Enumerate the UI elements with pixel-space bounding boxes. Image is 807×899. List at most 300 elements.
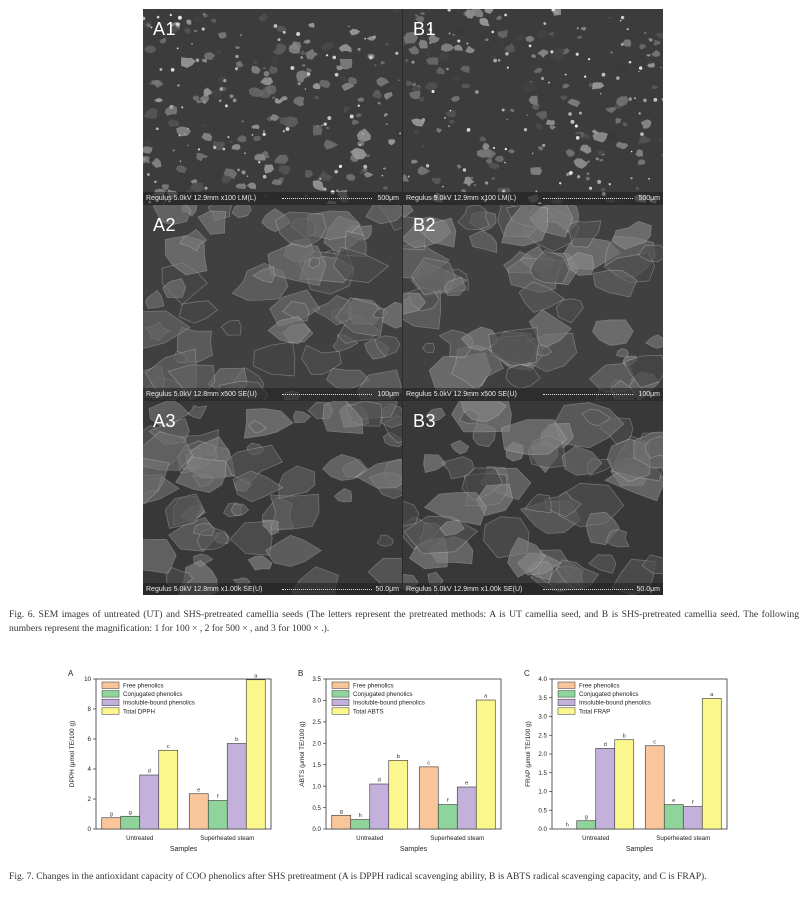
x-axis-label: Samples	[625, 846, 654, 853]
particle-speck	[408, 176, 410, 178]
legend-label: Free phenolics	[353, 682, 394, 690]
legend-label: Insoluble-bound phenolics	[579, 699, 651, 707]
sem-texture	[143, 9, 402, 204]
particle-speck	[491, 31, 494, 34]
particle-speck	[198, 148, 200, 150]
legend-swatch	[102, 691, 119, 698]
particle-speck	[202, 28, 205, 31]
x-axis-label: Samples	[169, 846, 198, 853]
particle-speck	[493, 147, 495, 149]
sem-scale: 500μm	[638, 195, 660, 202]
significance-letter: e	[197, 787, 201, 794]
legend-swatch	[102, 682, 119, 689]
sem-label: A3	[153, 411, 177, 431]
particle-speck	[449, 33, 451, 35]
y-tick-label: 1.0	[312, 783, 321, 791]
y-tick-label: 10	[84, 676, 91, 684]
y-tick-label: 8	[87, 706, 91, 714]
panel-letter: C	[524, 669, 530, 678]
particle-speck	[358, 105, 360, 107]
particle-speck	[629, 61, 632, 64]
particle-speck	[442, 186, 443, 187]
particle-speck	[358, 48, 361, 51]
y-tick-label: 0.5	[538, 807, 547, 815]
particle-speck	[506, 118, 508, 120]
particle-speck	[359, 144, 361, 146]
particle-speck	[660, 67, 661, 68]
sem-scale: 500μm	[377, 195, 399, 202]
particle-speck	[575, 124, 578, 127]
chart-frap	[522, 665, 737, 865]
particle-speck	[429, 42, 431, 44]
legend-label: Insoluble-bound phenolics	[123, 699, 195, 707]
particle-speck	[233, 98, 237, 102]
particle-speck	[170, 14, 172, 16]
particle-speck	[225, 104, 228, 107]
particle-speck	[532, 153, 534, 155]
particle-speck	[258, 161, 260, 163]
sem-info: Regulus 5.0kV 12.8mm x500 SE(U)	[146, 391, 257, 398]
significance-letter: e	[465, 780, 469, 787]
x-axis-label: Samples	[399, 846, 428, 853]
legend-label: Total FRAP	[579, 708, 611, 716]
particle-speck	[384, 115, 386, 117]
bar	[596, 748, 615, 829]
particle-speck	[543, 22, 546, 25]
bar	[351, 820, 370, 829]
sem-info: Regulus 5.0kV 12.9mm x1.00k SE(U)	[406, 586, 523, 593]
significance-letter: a	[254, 673, 258, 680]
particle-speck	[638, 71, 639, 72]
particle-speck	[620, 20, 622, 22]
significance-letter: h	[565, 822, 569, 829]
particle-speck	[147, 173, 150, 176]
particle-speck	[577, 27, 579, 29]
particle-speck	[588, 58, 590, 60]
particle-speck	[589, 187, 592, 190]
bar	[615, 740, 634, 829]
significance-letter: d	[603, 741, 607, 748]
particle-speck	[639, 112, 641, 114]
bar	[645, 746, 664, 829]
particle-speck	[565, 74, 567, 76]
particle-speck	[242, 170, 246, 174]
legend-label: Total DPPH	[123, 708, 155, 716]
panel-letter: A	[68, 669, 74, 678]
bar	[189, 794, 208, 829]
significance-letter: c	[427, 760, 431, 767]
particle-speck	[336, 190, 338, 192]
bar	[227, 744, 246, 830]
bar	[457, 787, 476, 829]
sem-texture	[143, 205, 402, 400]
particle-speck	[180, 161, 181, 162]
sem-scale: 100μm	[638, 391, 660, 398]
legend-swatch	[332, 682, 349, 689]
particle-speck	[213, 146, 216, 149]
legend-label: Conjugated phenolics	[353, 691, 413, 699]
particle-speck	[535, 190, 537, 192]
bar	[577, 821, 596, 829]
particle-speck	[602, 73, 606, 77]
significance-letter: g	[584, 814, 588, 821]
particle-speck	[448, 125, 450, 127]
particle-speck	[579, 112, 582, 115]
particle-speck	[278, 38, 281, 41]
bar	[246, 680, 265, 829]
particle-speck	[644, 32, 646, 34]
particle-speck	[373, 36, 376, 39]
particle-speck	[422, 118, 426, 122]
particle-speck	[446, 68, 449, 71]
particle-speck	[569, 171, 573, 175]
significance-letter: b	[622, 733, 626, 740]
particle-speck	[555, 11, 556, 12]
sem-texture	[143, 401, 402, 595]
bar	[208, 801, 227, 830]
bar	[419, 767, 438, 829]
particle-speck	[290, 66, 294, 70]
legend-swatch	[332, 691, 349, 698]
particle-speck	[621, 16, 624, 19]
particle-speck	[395, 52, 398, 55]
significance-letter: c	[653, 739, 657, 746]
bar	[664, 805, 683, 829]
particle-speck	[179, 134, 181, 136]
particle-speck	[463, 168, 466, 171]
particle-speck	[524, 128, 527, 131]
particle-speck	[444, 117, 446, 119]
particle-speck	[457, 39, 460, 42]
particle-speck	[187, 128, 189, 130]
x-tick-label: Untreated	[356, 835, 384, 842]
particle-speck	[527, 115, 528, 116]
particle-speck	[399, 132, 401, 134]
particle-speck	[597, 180, 601, 184]
y-tick-label: 3.5	[538, 694, 547, 702]
particle-speck	[274, 24, 278, 28]
y-tick-label: 3.5	[312, 676, 321, 684]
y-tick-label: 2.0	[312, 740, 321, 748]
particle-speck	[600, 93, 602, 95]
particle-speck	[648, 178, 650, 180]
sem-scale: 100μm	[377, 391, 399, 398]
particle-speck	[159, 68, 162, 71]
sem-texture	[403, 401, 663, 595]
particle-speck	[223, 148, 226, 151]
bar	[121, 816, 140, 829]
significance-letter: e	[672, 798, 676, 805]
significance-letter: f	[446, 798, 449, 805]
particle-speck	[450, 110, 451, 111]
x-tick-label: Untreated	[582, 835, 610, 842]
significance-letter: g	[128, 809, 132, 816]
particle-speck	[339, 165, 342, 168]
particle-speck	[326, 54, 328, 56]
sem-label: B2	[413, 215, 437, 235]
particle-speck	[577, 175, 580, 178]
particle-speck	[223, 79, 226, 82]
particle-speck	[466, 42, 468, 44]
particle-speck	[252, 134, 254, 136]
particle-speck	[576, 136, 580, 140]
scale-bar	[282, 195, 372, 199]
particle-speck	[364, 38, 366, 40]
particle-speck	[570, 120, 574, 124]
legend-swatch	[558, 708, 575, 715]
particle-speck	[369, 56, 373, 60]
particle-speck	[467, 128, 471, 132]
particle-speck	[247, 175, 248, 176]
particle-speck	[382, 175, 384, 177]
chart-svg	[522, 665, 737, 860]
particle-speck	[639, 66, 642, 69]
particle-speck	[305, 88, 307, 90]
sem-image-grid	[143, 9, 663, 595]
sem-panel-b2	[403, 205, 663, 400]
particle-speck	[283, 130, 286, 133]
significance-letter: h	[358, 813, 362, 820]
sem-info: Regulus 5.0kV 12.9mm x500 SE(U)	[406, 391, 517, 398]
significance-letter: a	[484, 693, 488, 700]
caption-text: SEM images of untreated (UT) and SHS-pretreated camellia seeds (The letters represent the pretreated methods: A is UT camellia seed, and B is SHS-pretreated camellia seed. The following numbers represent the magnification: 1 for 100 × , 2 for 500 × , and 3 for 1000 × .).	[9, 609, 799, 634]
particle-speck	[548, 82, 550, 84]
particle-speck	[609, 183, 611, 185]
particle-speck	[171, 68, 175, 72]
figure-7-caption	[9, 870, 801, 884]
particle-speck	[502, 108, 505, 111]
legend-label: Free phenolics	[579, 682, 620, 690]
significance-letter: g	[339, 808, 343, 815]
caption-text: Changes in the antioxidant capacity of COO phenolics after SHS pretreatment (A is DPPH radical scavenging ability, B is ABTS radical scavenging capacity, and C is FRAP).	[36, 871, 707, 882]
particle-speck	[323, 188, 326, 191]
legend-label: Insoluble-bound phenolics	[353, 699, 425, 707]
particle-speck	[204, 187, 207, 190]
y-tick-label: 6	[87, 736, 91, 744]
chart-abts	[296, 665, 511, 865]
x-tick-label: Superheated steam	[200, 835, 255, 842]
particle-speck	[177, 84, 179, 86]
chart-dpph	[66, 665, 281, 865]
y-axis-label: FRAP (μmol TE/100 g)	[525, 721, 532, 787]
scale-bar	[543, 195, 633, 199]
particle-speck	[319, 178, 321, 180]
particle-speck	[298, 82, 301, 85]
particle-speck	[412, 61, 415, 64]
particle-speck	[485, 181, 488, 184]
particle-speck	[181, 106, 183, 108]
particle-speck	[240, 34, 242, 36]
sem-scale: 50.0μm	[636, 586, 660, 593]
sem-info: Regulus 5.0kV 12.9mm x100 LM(L)	[146, 195, 257, 202]
panel-letter: B	[298, 669, 304, 678]
sem-info: Regulus 5.0kV 12.9mm x100 LM(L)	[406, 195, 517, 202]
significance-letter: f	[216, 794, 219, 800]
sem-info: Regulus 5.0kV 12.8mm x1.00k SE(U)	[146, 586, 263, 593]
particle-speck	[334, 170, 338, 174]
particle-speck	[363, 165, 367, 169]
significance-letter: d	[377, 777, 381, 784]
particle-speck	[177, 47, 179, 49]
scale-bar	[543, 391, 633, 395]
y-tick-label: 2.5	[312, 719, 321, 727]
particle-speck	[235, 67, 238, 70]
particle-speck	[178, 16, 182, 20]
particle-speck	[431, 90, 434, 93]
particle-shape	[588, 146, 590, 148]
particle-speck	[568, 112, 572, 116]
sem-panel-a3	[143, 401, 402, 595]
particle-shape	[530, 167, 542, 175]
particle-speck	[348, 26, 349, 27]
particle-speck	[156, 127, 159, 130]
particle-speck	[584, 76, 586, 78]
bar	[438, 805, 457, 829]
legend-label: Conjugated phenolics	[579, 691, 639, 699]
particle-speck	[154, 181, 156, 183]
particle-speck	[550, 50, 553, 53]
bar	[102, 818, 121, 829]
y-tick-label: 3.0	[538, 713, 547, 721]
bar	[389, 760, 408, 829]
particle-speck	[196, 58, 200, 62]
x-tick-label: Superheated steam	[430, 835, 485, 842]
particle-speck	[542, 144, 545, 147]
particle-speck	[187, 145, 188, 146]
particle-speck	[283, 31, 286, 34]
particle-speck	[653, 98, 657, 102]
particle-speck	[530, 81, 531, 82]
particle-shape	[253, 136, 261, 141]
significance-letter: g	[109, 811, 113, 818]
legend-label: Free phenolics	[123, 682, 164, 690]
bar	[332, 815, 351, 829]
particle-speck	[475, 90, 479, 94]
sem-panel-b1	[403, 9, 663, 204]
particle-speck	[332, 56, 336, 60]
particle-speck	[296, 32, 300, 36]
particle-shape	[279, 117, 288, 124]
particle-speck	[627, 28, 629, 30]
particle-speck	[621, 43, 624, 46]
particle-speck	[169, 105, 173, 109]
particle-speck	[602, 154, 603, 155]
particle-speck	[362, 133, 364, 135]
y-tick-label: 2.5	[538, 732, 547, 740]
bar	[702, 699, 721, 830]
particle-speck	[263, 175, 267, 179]
particle-speck	[498, 59, 501, 62]
particle-speck	[317, 125, 319, 127]
particle-speck	[335, 73, 339, 77]
legend-swatch	[332, 699, 349, 706]
particle-speck	[640, 132, 644, 136]
chart-svg	[296, 665, 511, 860]
bar	[370, 784, 389, 829]
sem-panel-b3	[403, 401, 663, 595]
particle-speck	[263, 133, 266, 136]
particle-speck	[244, 152, 246, 154]
particle-shape	[193, 524, 214, 536]
particle-speck	[426, 164, 429, 167]
particle-speck	[235, 55, 238, 58]
sem-label: A1	[153, 19, 177, 39]
particle-speck	[300, 56, 303, 59]
particle-speck	[176, 22, 180, 26]
particle-speck	[220, 87, 224, 91]
significance-letter: b	[235, 737, 239, 743]
bar	[476, 700, 495, 829]
legend-swatch	[558, 682, 575, 689]
particle-speck	[631, 151, 632, 152]
particle-speck	[628, 97, 631, 100]
caption-prefix: Fig. 6.	[9, 609, 35, 620]
y-tick-label: 1.5	[312, 761, 321, 769]
figure-6-caption	[9, 608, 799, 635]
sem-label: A2	[153, 215, 177, 235]
particle-speck	[584, 148, 587, 151]
legend-swatch	[102, 699, 119, 706]
legend-swatch	[332, 708, 349, 715]
significance-letter: b	[396, 753, 400, 760]
particle-speck	[529, 45, 532, 48]
particle-speck	[191, 43, 193, 45]
scale-bar	[543, 586, 633, 590]
x-tick-label: Superheated steam	[656, 835, 711, 842]
y-tick-label: 2	[87, 796, 91, 804]
particle-speck	[263, 130, 265, 132]
scale-bar	[282, 586, 372, 590]
y-tick-label: 0	[87, 826, 91, 834]
particle-speck	[398, 80, 399, 81]
particle-speck	[493, 59, 497, 63]
particle-speck	[616, 76, 619, 79]
particle-speck	[350, 115, 354, 119]
particle-speck	[634, 97, 636, 99]
y-tick-label: 4.0	[538, 676, 547, 684]
particle-speck	[227, 136, 229, 138]
significance-letter: f	[691, 800, 694, 806]
x-tick-label: Untreated	[126, 835, 154, 842]
bar	[140, 775, 159, 829]
y-tick-label: 1.5	[538, 769, 547, 777]
particle-speck	[630, 177, 632, 179]
particle-speck	[474, 184, 476, 186]
bar	[159, 750, 178, 829]
sem-label: B3	[413, 411, 437, 431]
sem-panel-a1	[143, 9, 402, 204]
particle-speck	[504, 14, 507, 17]
scale-bar	[282, 391, 372, 395]
y-axis-label: ABTS (μmol TE/100 g)	[299, 721, 306, 787]
sem-texture	[403, 205, 663, 400]
y-tick-label: 0.0	[312, 826, 321, 834]
sem-panel-a2	[143, 205, 402, 400]
y-tick-label: 0.5	[312, 804, 321, 812]
particle-speck	[507, 67, 509, 69]
particle-speck	[219, 99, 222, 102]
sem-label: B1	[413, 19, 437, 39]
particle-speck	[504, 162, 506, 164]
particle-speck	[184, 133, 186, 135]
y-axis-label: DPPH (μmol TE/100 g)	[69, 720, 76, 788]
y-tick-label: 1.0	[538, 788, 547, 796]
legend-swatch	[102, 708, 119, 715]
particle-speck	[321, 125, 323, 127]
legend-label: Conjugated phenolics	[123, 691, 183, 699]
particle-speck	[541, 77, 544, 80]
particle-speck	[576, 53, 579, 56]
